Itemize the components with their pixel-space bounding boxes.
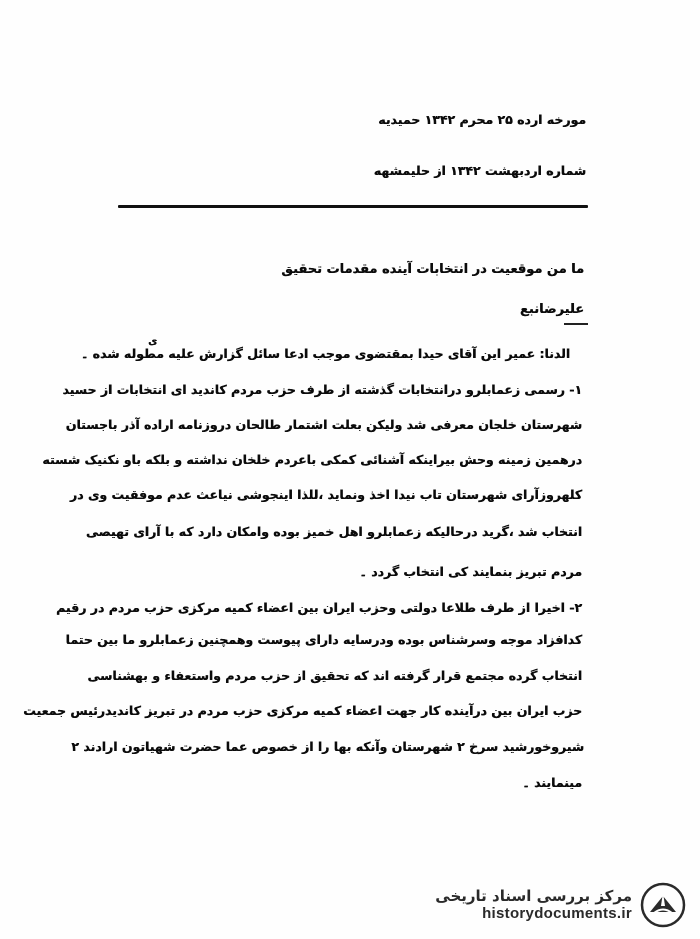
watermark-site: historydocuments.ir <box>482 905 632 922</box>
salutation: علیرضانبع <box>519 302 584 317</box>
salutation-underline <box>564 323 588 325</box>
book-feather-logo-icon <box>640 882 686 928</box>
handwritten-mark: ی <box>148 336 158 347</box>
watermark-title: مرکز بررسی اسناد تاریخی <box>435 887 632 905</box>
body-line: ۲- اخیرا از طرف طلاعا دولتی وحزب ایران بین اعضاء کمیه مرکزی حزب مردم در رقیم <box>55 600 582 615</box>
body-line: شیروخورشید سرخ ۲ شهرستان وآنکه بها را از خصوص عما حضرت شهیاتون ارادند ۲ <box>71 739 584 754</box>
body-line: انتخاب شد ،گرید درحالیکه زعمابلرو اهل خمیز بوده وامکان دارد که با آرای تهیصی <box>85 524 582 539</box>
body-line: ۱- رسمی زعمابلرو درانتخابات گذشته از طرف حزب مردم کاندید ای انتخابات از حسید <box>62 382 582 397</box>
body-line: کلهروزآرای شهرستان تاب نیدا اخذ ونماید ،للذا اینجوشی نیاعث عدم موفقیت وی در <box>69 487 582 502</box>
body-line: مینمایند ۔ <box>522 775 582 790</box>
body-line: حزب ایران بین درآینده کار جهت اعضاء کمیه مرکزی حزب مردم در تبریز کاندیدرئیس جمعیت <box>23 703 582 718</box>
body-line: الدنا: عمیر این آقای حیدا بمقتضوی موجب ادعا سائل گزارش علیه مطوله شده ۔ <box>80 346 570 361</box>
archive-watermark <box>435 879 686 931</box>
document-subject: ما من موقعیت در انتخابات آینده مقدمات تحقیق <box>281 262 584 277</box>
body-line: درهمین زمینه وحش بیراینکه آشنائی کمکی باعردم خلخان نداشته و بلکه باو نکنیک شسته <box>42 452 582 467</box>
header-divider <box>118 205 588 208</box>
body-line: انتخاب گرده مجتمع قرار گرفته اند که تحقیق از حزب مردم واستعفاء و بهشناسی <box>87 668 582 683</box>
header-date-line: مورخه ارده ۲۵ محرم ۱۳۴۲ حمیدیه <box>378 112 586 127</box>
body-line: مردم تبریز بنمایند کی انتخاب گردد ۔ <box>359 564 582 579</box>
body-line: شهرستان خلجان معرفی شد ولیکن بعلت اشتمار طالحان دروزنامه اراده آذر باجستان <box>65 417 582 432</box>
body-line: کدافزاد موجه وسرشناس بوده ودرسایه دارای پیوست وهمچنین زعمابلرو ما بین حتما <box>65 632 582 647</box>
header-number-line: شماره اردبهشت ۱۳۴۲ از حلیمشهه <box>373 163 586 178</box>
watermark-text <box>435 887 632 923</box>
